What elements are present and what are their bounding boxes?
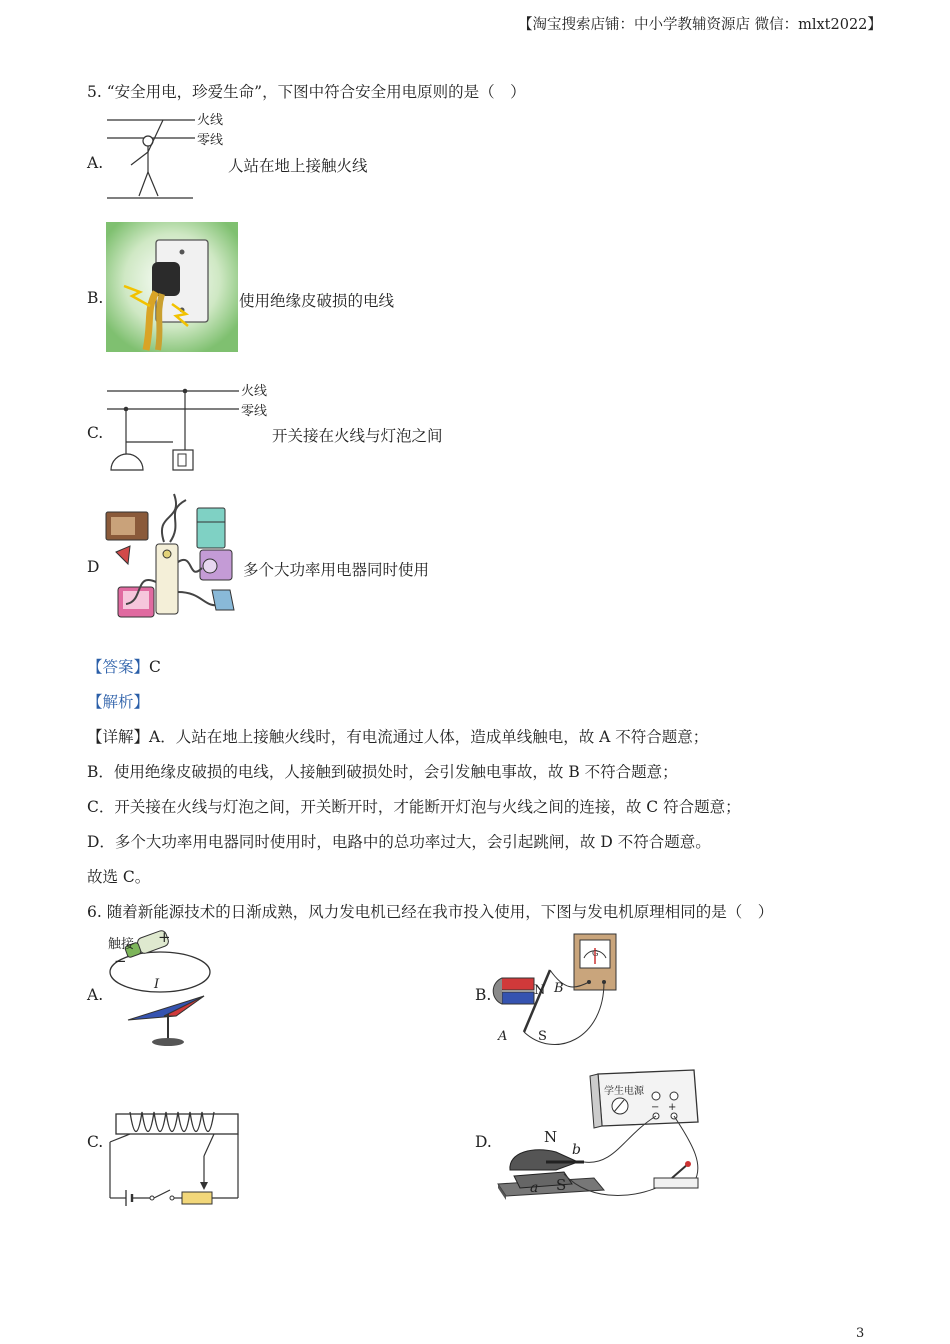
- q6-option-c-letter: C.: [87, 1133, 104, 1151]
- q5-option-b-letter: B.: [87, 289, 104, 307]
- q6d-minus-label: −: [651, 1102, 660, 1113]
- detail-line-b: B．使用绝缘皮破损的电线，人接触到破损处时，会引发触电事故，故 B 不符合题意；: [87, 763, 678, 781]
- q6d-power-supply-label: 学生电源: [604, 1086, 644, 1097]
- detail-line-d: D．多个大功率用电器同时使用时，电路中的总功率过大，会引起跳闸，故 D 不符合题意。: [87, 833, 711, 851]
- detail-line-a: [87, 725, 708, 747]
- q5-figure-d-overloaded-power-strip: [104, 492, 244, 624]
- q5a-neutral-wire-label: 零线: [197, 133, 224, 148]
- answer-value: C: [149, 658, 161, 676]
- analysis-tag: 【解析】: [87, 693, 150, 711]
- q6-option-b-letter: B.: [475, 986, 492, 1004]
- q5-figure-c-switch-circuit: [105, 382, 280, 472]
- q5c-neutral-wire-label: 零线: [241, 404, 268, 419]
- q6b-a-label: A: [498, 1029, 508, 1044]
- answer-tag: 【答案】: [87, 658, 150, 676]
- detail-text-a: A．人站在地上接触火线时，有电流通过人体，造成单线触电，故 A 不符合题意；: [149, 728, 709, 746]
- q6a-current-label: I: [154, 977, 160, 992]
- q6d-s-label: S: [556, 1176, 567, 1194]
- q6a-contact-label: 触接: [108, 937, 135, 952]
- q6-figure-c-electromagnet-circuit: [104, 1108, 244, 1208]
- q5-stem: 5. “安全用电，珍爱生命”，下图中符合安全用电原则的是（ ）: [87, 83, 526, 101]
- q6a-minus-label: −: [114, 952, 127, 970]
- conclusion: 故选 C。: [87, 868, 151, 886]
- q6-stem: 6. 随着新能源技术的日渐成熟，风力发电机已经在我市投入使用，下图与发电机原理相同的是（ ）: [87, 903, 774, 921]
- q6d-n-label: N: [544, 1128, 558, 1146]
- q6-option-a-letter: A.: [87, 986, 104, 1004]
- page-number: 3: [856, 1326, 865, 1341]
- q6-figure-d-power-supply-magnet: [494, 1066, 714, 1202]
- q5-figure-b-damaged-wire-plug: [106, 222, 238, 352]
- q6a-plus-label: +: [158, 928, 171, 946]
- q6b-b-label: B: [554, 981, 564, 996]
- q5-option-b-text: 使用绝缘皮破损的电线: [239, 292, 395, 310]
- q5-option-a-text: 人站在地上接触火线: [228, 157, 368, 175]
- q5-answer-line: [87, 655, 161, 677]
- q5-option-c-text: 开关接在火线与灯泡之间: [272, 427, 443, 445]
- q6b-s-label: S: [538, 1029, 547, 1044]
- q6b-n-label: N: [534, 983, 546, 998]
- q6d-a-label: a: [530, 1180, 539, 1196]
- q6b-galvanometer-g-label: G: [592, 949, 599, 958]
- q5-option-d-text: 多个大功率用电器同时使用: [243, 561, 430, 579]
- q6-figure-a-oersted-experiment: [104, 930, 224, 1048]
- q5-option-d-letter: D: [87, 558, 100, 576]
- detail-line-c: C．开关接在火线与灯泡之间，开关断开时，才能断开灯泡与火线之间的连接，故 C 符合题意；: [87, 798, 741, 816]
- header-text: 【淘宝搜索店铺：中小学教辅资源店 微信：mlxt2022】: [518, 17, 882, 33]
- q6d-b-label: b: [572, 1142, 581, 1158]
- q5-option-a-letter: A.: [87, 154, 104, 172]
- q6-option-d-letter: D.: [475, 1133, 492, 1151]
- q5-option-c-letter: C.: [87, 424, 104, 442]
- q6-figure-b-galvanometer-magnet: [494, 930, 624, 1048]
- q5a-live-wire-label: 火线: [197, 113, 224, 128]
- q5c-live-wire-label: 火线: [241, 384, 268, 399]
- q6d-plus-label: +: [668, 1102, 677, 1113]
- detail-tag: 【详解】: [87, 728, 150, 746]
